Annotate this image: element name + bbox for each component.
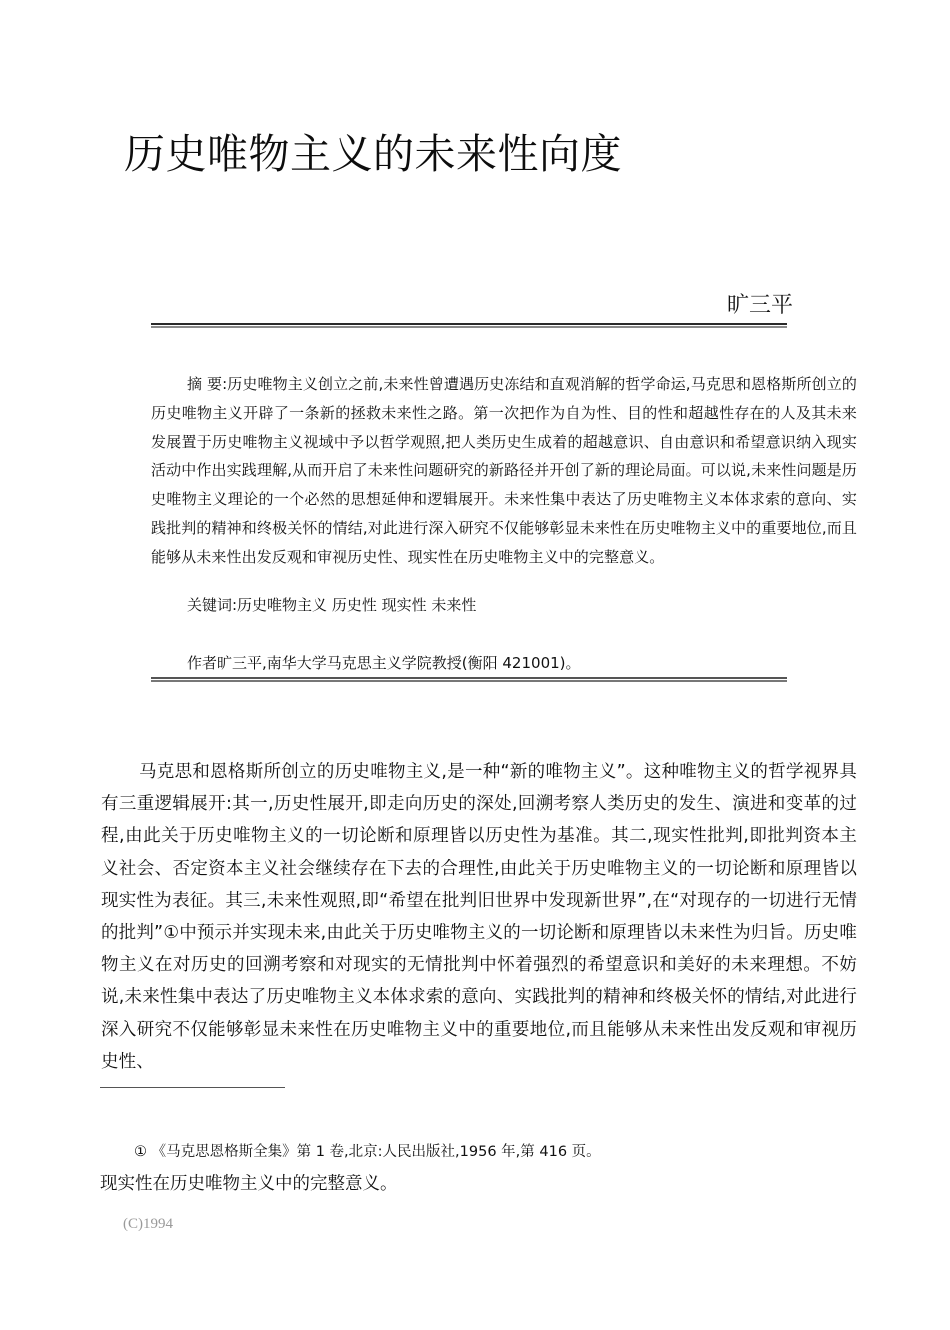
author-name: 旷三平 — [727, 293, 794, 318]
body-continuation: 现实性在历史唯物主义中的完整意义。 — [100, 1174, 398, 1194]
keywords: 关键词:历史唯物主义 历史性 现实性 未来性 — [187, 596, 477, 614]
abstract-block — [151, 370, 857, 572]
abstract-divider — [151, 677, 787, 682]
copyright-notice: (C)1994 — [123, 1216, 173, 1232]
article-title: 历史唯物主义的未来性向度 — [124, 130, 622, 178]
author-affiliation: 作者旷三平,南华大学马克思主义学院教授(衡阳 421001)。 — [187, 654, 581, 672]
footnote-divider — [100, 1087, 285, 1088]
header-divider — [151, 323, 787, 328]
body-paragraph: 马克思和恩格斯所创立的历史唯物主义,是一种“新的唯物主义”。这种唯物主义的哲学视界具有三重逻辑展开:其一,历史性展开,即走向历史的深处,回溯考察人类历史的发生、演进和变革的过程,由此关于历史唯物主义的一切论断和原理皆以历史性为基准。其二,现实性批判,即批判资本主义社会、否定资本主义社会继续存在下去的合理性,由此关于历史唯物主义的一切论断和原理皆以现实性为表征。其三,未来性观照,即“希望在批判旧世界中发现新世界”,在“对现存的一切进行无情的批判”①中预示并实现未来,由此关于历史唯物主义的一切论断和原理皆以未来性为归旨。历史唯物主义在对历史的回溯考察和对现实的无情批判中怀着强烈的希望意识和美好的未来理想。不妨说,未来性集中表达了历史唯物主义本体求索的意向、实践批判的精神和终极关怀的情结,对此进行深入研究不仅能够彰显未来性在历史唯物主义中的重要地位,而且能够从未来性出发反观和审视历史性、 — [101, 762, 857, 1072]
abstract-text: 摘 要:历史唯物主义创立之前,未来性曾遭遇历史冻结和直观消解的哲学命运,马克思和恩格斯所创立的历史唯物主义开辟了一条新的拯救未来性之路。第一次把作为自为性、目的性和超越性存在的人及其未来发展置于历史唯物主义视域中予以哲学观照,把人类历史生成着的超越意识、自由意识和希望意识纳入现实活动中作出实践理解,从而开启了未来性问题研究的新路径并开创了新的理论局面。可以说,未来性问题是历史唯物主义理论的一个必然的思想延伸和逻辑展开。未来性集中表达了历史唯物主义本体求索的意向、实践批判的精神和终极关怀的情结,对此进行深入研究不仅能够彰显未来性在历史唯物主义中的重要地位,而且能够从未来性出发反观和审视历史性、现实性在历史唯物主义中的完整意义。 — [151, 375, 857, 566]
body-text — [101, 756, 857, 1078]
footnote-1: ① 《马克思恩格斯全集》第 1 卷,北京:人民出版社,1956 年,第 416 页。 — [134, 1144, 601, 1160]
